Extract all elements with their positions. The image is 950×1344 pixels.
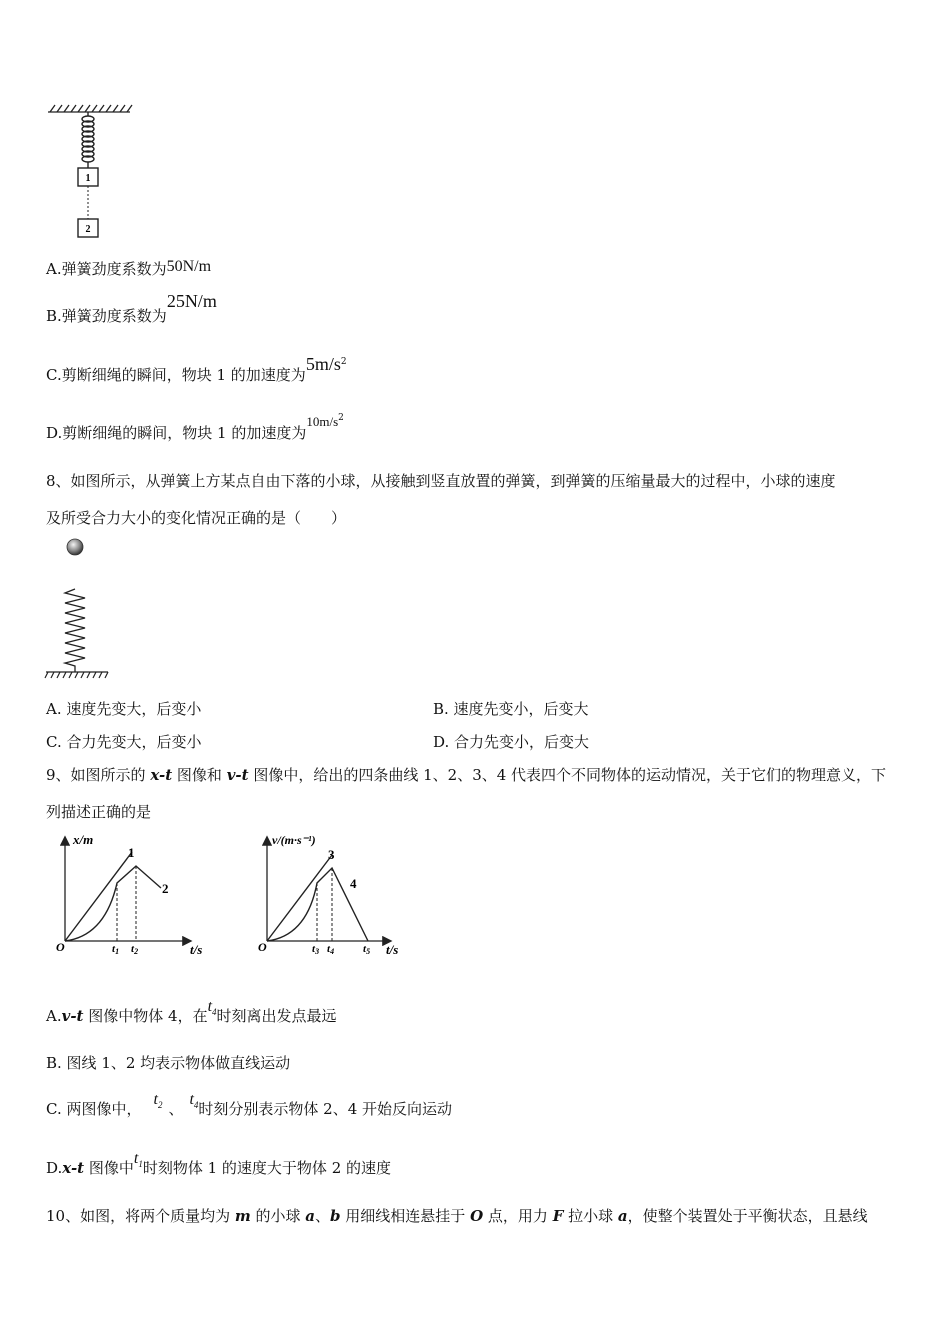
xt-y-label: x/m <box>73 832 94 847</box>
falling-ball <box>67 539 83 555</box>
q9-xt-graph <box>50 828 225 963</box>
q8-stem-line1: 8、如图所示，从弹簧上方某点自由下落的小球，从接触到竖直放置的弹簧，到弹簧的压缩量最大的过程中，小球的速度 <box>46 472 836 490</box>
vt-origin: O <box>258 940 267 954</box>
q9-stem-line2: 列描述正确的是 <box>46 803 152 821</box>
q9-stem-line1: 9、如图所示的 x-t 图像和 v-t 图像中，给出的四条曲线 1、2、3、4 代表四个不同物体的运动情况，关于它们的物理意义，下 <box>46 766 887 784</box>
q7-option-c[interactable]: C.剪断细绳的瞬间，物块 1 的加速度为$5m/s^2$ <box>46 354 347 384</box>
q7-option-d-value: 10m/s <box>306 414 339 429</box>
q9-option-a[interactable]: A.v-t 图像中物体 4，在$t_4$时刻离出发点最远 <box>46 998 337 1025</box>
curve-2-label: 2 <box>162 881 169 896</box>
q8-stem-line2: 及所受合力大小的变化情况正确的是（ ） <box>46 509 347 527</box>
vt-y-label: v/(m·s⁻¹) <box>272 833 316 847</box>
t5-label: t5 <box>363 943 371 956</box>
q9-vt-graph <box>252 828 427 963</box>
t4-label: t4 <box>327 943 335 956</box>
q9-option-b[interactable]: B. 图线 1、2 均表示物体做直线运动 <box>46 1054 291 1072</box>
floor-hatch <box>45 672 108 678</box>
q7-spring-figure <box>44 100 144 245</box>
q9-option-c[interactable]: C. 两图像中，$t_2$ 、$t_4$时刻分别表示物体 2、4 开始反向运动 <box>46 1091 453 1118</box>
curve-4-label: 4 <box>350 876 357 891</box>
curve-1 <box>65 852 132 941</box>
spring-coil <box>82 112 94 168</box>
curve-3 <box>267 855 332 941</box>
t1-label: t1 <box>112 943 120 956</box>
q7-option-a-value: 50N/m <box>166 258 212 275</box>
q7-option-b[interactable]: B.弹簧劲度系数为25N/m <box>46 291 217 325</box>
q7-option-b-value: 25N/m <box>166 291 217 311</box>
q10-stem-line1: 10、如图，将两个质量均为 m 的小球 a、b 用细线相连悬挂于 O 点，用力 F 拉小球 a，使整个装置处于平衡状态，且悬线 <box>46 1207 868 1225</box>
vt-x-label: t/s <box>386 942 399 957</box>
q8-option-d[interactable]: D. 合力先变小，后变大 <box>433 733 590 751</box>
q8-option-b[interactable]: B. 速度先变小，后变大 <box>433 700 589 718</box>
q8-option-a[interactable]: A. 速度先变大，后变小 <box>46 700 202 718</box>
ceiling-hatch <box>48 105 132 112</box>
q7-option-c-value: 5m/s <box>305 354 341 374</box>
q8-option-c[interactable]: C. 合力先变大，后变小 <box>46 733 202 751</box>
q8-ball-spring-figure <box>44 535 114 683</box>
t2-label: t2 <box>131 943 139 956</box>
block-2-label: 2 <box>85 224 91 235</box>
q7-option-a[interactable]: A.弹簧劲度系数为50N/m <box>46 258 212 278</box>
curve-1-label: 1 <box>128 845 135 860</box>
block-1-label: 1 <box>85 173 91 184</box>
xt-origin: O <box>56 940 65 954</box>
q7-option-d[interactable]: D.剪断细绳的瞬间，物块 1 的加速度为$10m/s^2$ <box>46 413 344 442</box>
t3-label: t3 <box>312 943 320 956</box>
vertical-spring <box>65 589 85 672</box>
xt-x-label: t/s <box>190 942 203 957</box>
q9-option-d[interactable]: D.x-t 图像中$t_1$时刻物体 1 的速度大于物体 2 的速度 <box>46 1150 392 1177</box>
curve-3-label: 3 <box>328 847 335 862</box>
